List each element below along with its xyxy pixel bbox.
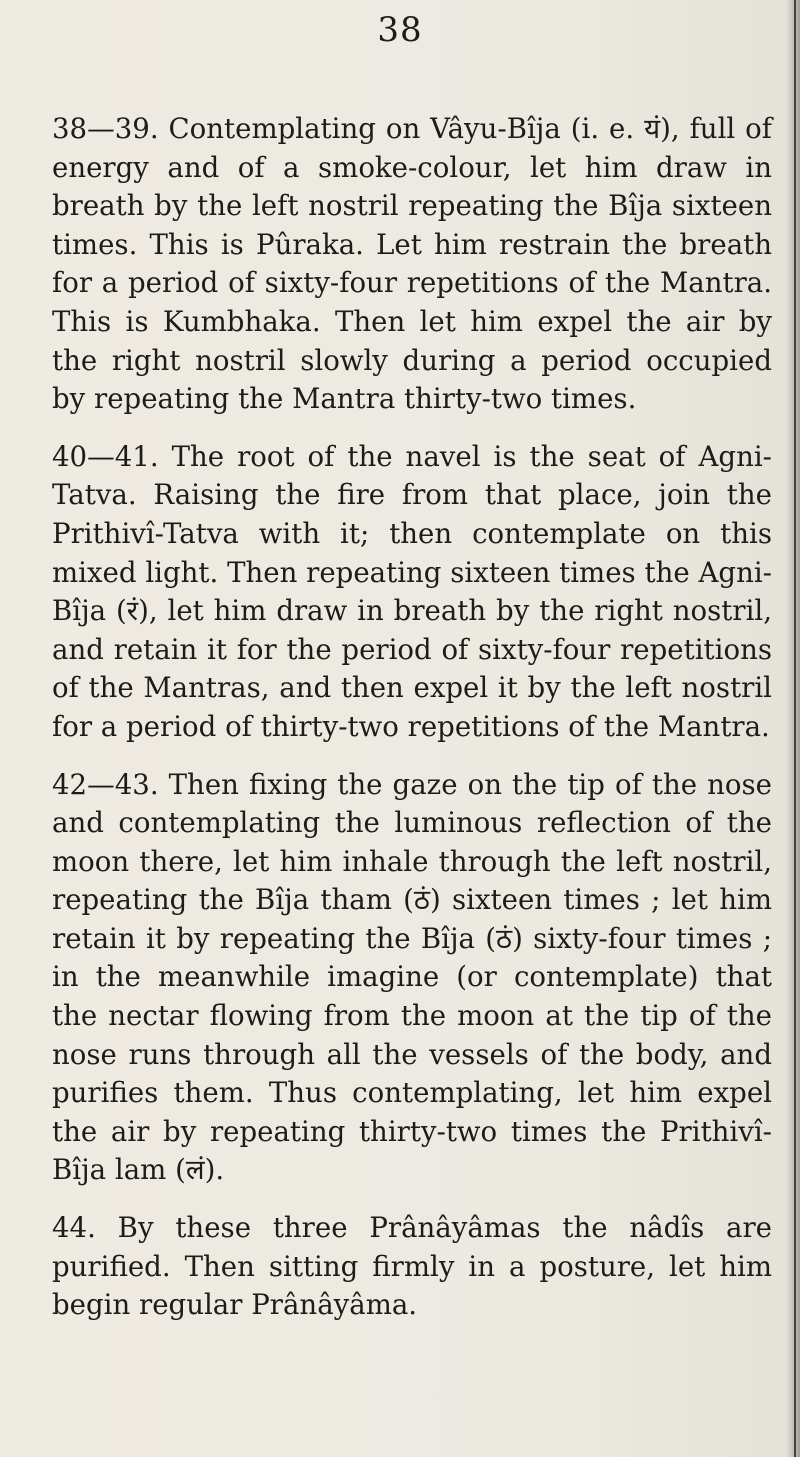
page-number: 38 bbox=[377, 10, 423, 50]
page-edge-shadow bbox=[786, 0, 800, 1457]
paragraph-44: 44. By these three Prânâyâmas the nâdîs are purified. Then sitting firmly in a posture, let him begin regular Prânâyâma. bbox=[52, 1211, 772, 1322]
page-body bbox=[52, 110, 772, 1325]
paragraph-42-43: 42—43. Then fixing the gaze on the tip of the nose and contemplating the luminous reflection of the moon there, let him inhale through the left nostril, repeating the Bîja tham (ठं) sixteen times ; let him retain it by repeating the Bîja (ठं) sixty-four times ; in the meanwhile imagine (or contemplate) that the nectar flowing from the moon at the tip of the nose runs through all the vessels of the body, and purifies them. Thus contemplating, let him expel the air by repeating thirty-two times the Prithivî-Bîja lam (लं). bbox=[52, 767, 772, 1187]
paragraph-38-39: 38—39. Contemplating on Vâyu-Bîja (i. e. यं), full of energy and of a smoke-colour, let him draw in breath by the left nostril repeating the Bîja sixteen times. This is Pûraka. Let him restrain the breath for a period of sixty-four repetitions of the Mantra. This is Kumbhaka. Then let him expel the air by the right nostril slowly during a period occupied by repeating the Mantra thirty-two times. bbox=[52, 112, 772, 416]
page-edge-line bbox=[794, 0, 796, 1457]
paragraph-40-41: 40—41. The root of the navel is the seat of Agni-Tatva. Raising the fire from that place, join the Prithivî-Tatva with it; then contemplate on this mixed light. Then repeating sixteen times the Agni-Bîja (रं), let him draw in breath by the right nostril, and retain it for the period of sixty-four repetitions of the Mantras, and then expel it by the left nostril for a period of thirty-two repetitions of the Mantra. bbox=[52, 439, 772, 743]
